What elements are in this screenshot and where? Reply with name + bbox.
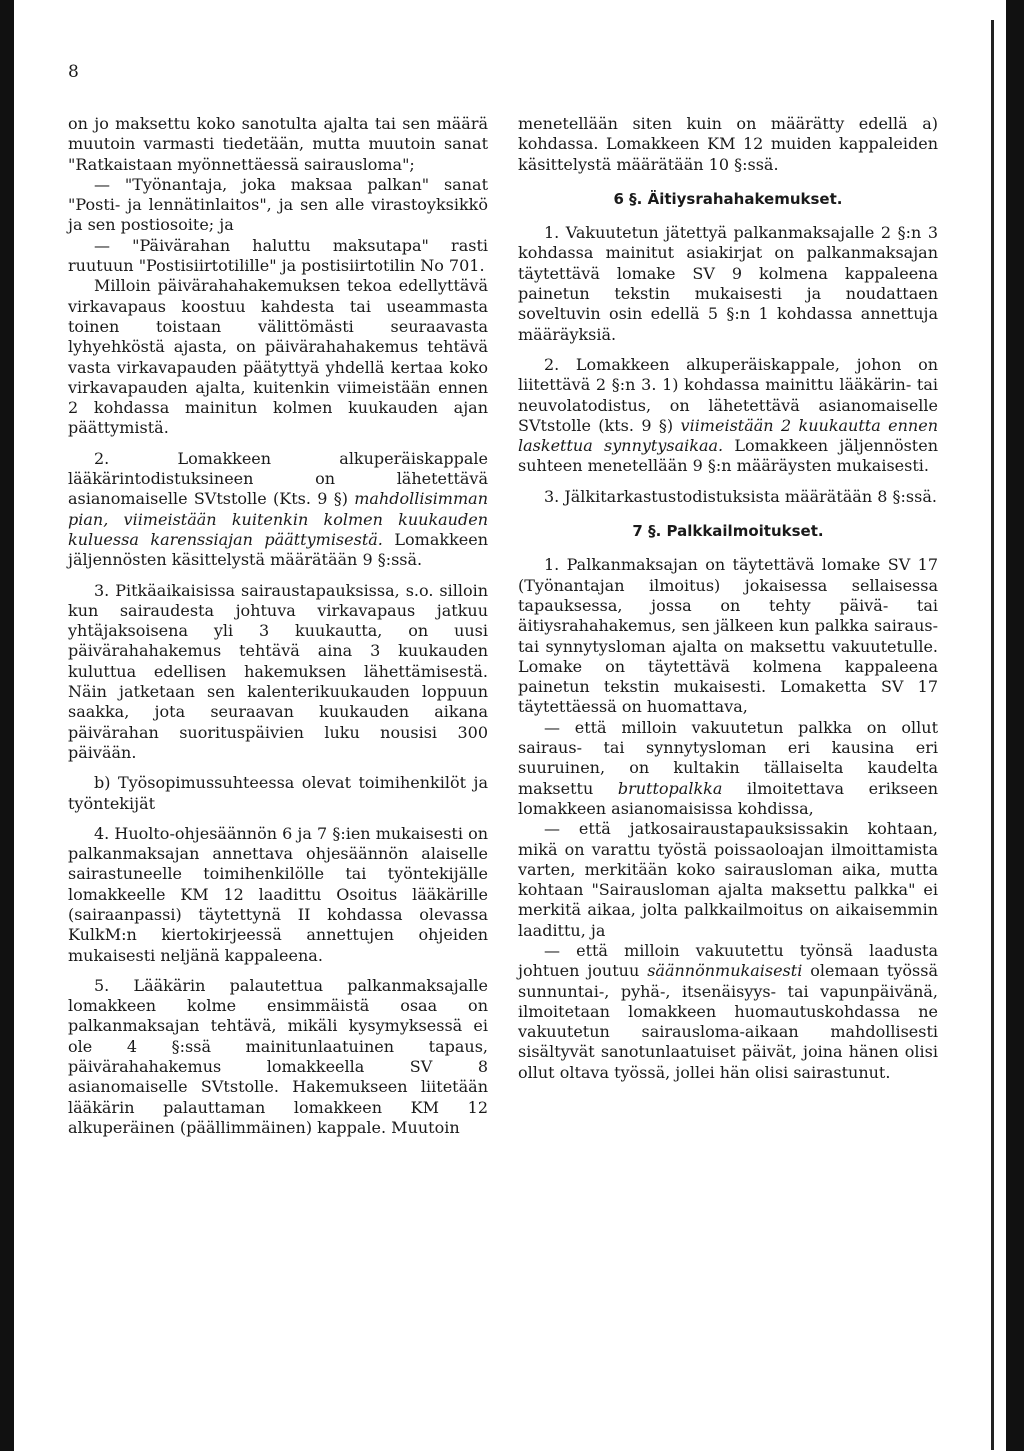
paragraph: 3. Pitkäaikaisissa sairaustapauksissa, s.o. silloin kun sairaudesta johtuva virkavapaus jatkuu yhtäjaksoisena yli 3 kuukautta, on uusi päivärahahakemus tehtävä aina 3 kuukauden kuluttua edellisen hakemuksen lähettämisestä. Näin jatketaan sen kalenterikuukauden loppuun saakka, jota seuraavan kuukauden aikana päivärahan suorituspäivien luku nousisi 300 päivään. [68,580,488,762]
emphasis-text: viimeistään 2 kuukautta ennen laskettua synnytysaikaa. [518,415,938,456]
left-column [68,114,488,1148]
paragraph [518,718,938,819]
paragraph [518,941,938,1083]
scan-edge-left [0,0,14,1451]
paragraph-text: 2. Lomakkeen alkuperäiskappale, johon on liitettävä 2 §:n 3. 1) kohdassa mainittu lääkärin- tai neuvolatodistus, on lähetettävä asianomaiselle SVtstolle (kts. 9 §) [518,354,938,435]
section-heading-7: 7 §. Palkkailmoitukset. [632,522,824,541]
paragraph: — "Päivärahan haluttu maksutapa" rasti ruutuun "Postisiirtotilille" ja postisiirtotilin No 701. [68,235,488,276]
paragraph [68,449,488,571]
paragraph: 5. Lääkärin palautettua palkanmaksajalle lomakkeen kolme ensimmäistä osaa on palkanmaksajan tehtävä, mikäli kysymyksessä ei ole 4 §:ssä mainitunlaatuinen tapaus, päivärahahakemus lomakkeella SV 8 asianomaiselle SVtstolle. Hakemukseen liitetään lääkärin palauttaman lomakkeen KM 12 alkuperäinen (päällimmäinen) kappale. Muutoin [68,975,488,1137]
paragraph-text: Lomakkeen jäljennösten suhteen menetellään 9 §:n määräysten mukaisesti. [518,436,938,476]
paragraph-text: Lomakkeen jäljennösten käsittelystä määrätään 9 §:ssä. [68,529,489,570]
paragraph [518,355,938,477]
paragraph-text: 2. Lomakkeen alkuperäiskappale lääkärintodistuksineen on lähetettävä asianomaiselle SVtstolle (Kts. 9 §) [68,448,488,509]
paragraph: 1. Palkanmaksajan on täytettävä lomake SV 17 (Työnantajan ilmoitus) jokaisessa sellaisessa tapauksessa, jossa on tehty päivä- tai äitiysrahahakemus, sen jälkeen kun palkka sairaus- tai synnytysloman ajalta on maksettu vakuutetulle. Lomake on täytettävä kolmena kappaleena painetun tekstin mukaisesti. Lomaketta SV 17 täytettäessä on huomattava, [518,555,938,717]
emphasis-text: bruttopalkka [617,778,723,798]
paragraph-text: ilmoitettava erikseen lomakkeen asianomaisissa kohdissa, [518,778,938,818]
section-heading-6: 6 §. Äitiysrahahakemukset. [613,189,843,208]
page-number: 8 [68,62,79,82]
subsection-heading: b) Työsopimussuhteessa olevat toimihenkilöt ja työntekijät [68,773,488,813]
scan-edge-right [1006,0,1024,1451]
paragraph: Milloin päivärahahakemuksen tekoa edellyttävä virkavapaus koostuu kahdesta tai useammasta toinen toistaan välittömästi seuraavasta lyhyehköstä ajasta, on päivärahahakemus tehtävä vasta virkavapauden päätyttyä yhdellä kertaa koko virkavapauden ajalta, kuitenkin viimeistään ennen 2 kohdassa mainitun kolmen kuukauden ajan päättymistä. [68,276,488,438]
paragraph-text: — että milloin vakuutettu työnsä laadusta johtuen joutuu [518,940,938,981]
paragraph: 3. Jälkitarkastustodistuksista määrätään 8 §:ssä. [544,486,937,506]
paragraph: menetellään siten kuin on määrätty edellä a) kohdassa. Lomakkeen KM 12 muiden kappaleiden käsittelystä määrätään 10 §:ssä. [518,114,938,174]
emphasis-text: mahdollisimman pian, viimeistään kuitenkin kolmen kuukauden kuluessa karenssiajan päättymisestä. [68,489,488,549]
paragraph-text: — että milloin vakuutetun palkka on ollut sairaus- tai synnytysloman eri kausina eri suuruinen, on kultakin tällaiselta kaudelta maksettu [518,717,938,798]
paragraph: on jo maksettu koko sanotulta ajalta tai sen määrä muutoin varmasti tiedetään, mutta muutoin sanat "Ratkaistaan myönnettäessä sairausloma"; [68,114,488,174]
right-column [518,114,938,1083]
scan-edge-line [991,20,994,1450]
paragraph: 4. Huolto-ohjesäännön 6 ja 7 §:ien mukaisesti on palkanmaksajan annettava ohjesäännön alaiselle sairastuneelle toimihenkilölle tai työntekijälle lomakkeelle KM 12 laadittu Osoitus lääkärille (sairaanpassi) täytettynä II kohdassa olevassa KulkM:n kiertokirjeessä annettujen ohjeiden mukaisesti neljänä kappaleena. [68,823,488,965]
paragraph: — että jatkosairaustapauksissakin kohtaan, mikä on varattu työstä poissaoloajan ilmoittamista varten, merkitään koko sairausloman aika, mutta kohtaan "Sairausloman ajalta maksettu palkka" ei merkitä aikaa, jolta palkkailmoitus on aikaisemmin laadittu, ja [518,819,938,940]
paragraph-text: olemaan työssä sunnuntai-, pyhä-, itsenäisyys- tai vapunpäivänä, ilmoitetaan lomakkeen huomautuskohdassa ne vakuutetun sairausloma-aikaan mahdollisesti sisältyvät sanotunlaatuiset päivät, joina hänen olisi ollut oltava työssä, jollei hän olisi sairastunut. [518,961,938,1082]
emphasis-text: säännönmukaisesti [647,961,803,981]
paragraph: — "Työnantaja, joka maksaa palkan" sanat "Posti- ja lennätinlaitos", ja sen alle virastoyksikkö ja sen postiosoite; ja [68,174,488,235]
paragraph: 1. Vakuutetun jätettyä palkanmaksajalle 2 §:n 3 kohdassa mainitut asiakirjat on palkanmaksajan täytettävä lomake SV 9 kolmena kappaleena painetun tekstin mukaisesti ja noudattaen soveltuvin osin edellä 5 §:n 1 kohdassa annettuja määräyksiä. [518,223,938,344]
